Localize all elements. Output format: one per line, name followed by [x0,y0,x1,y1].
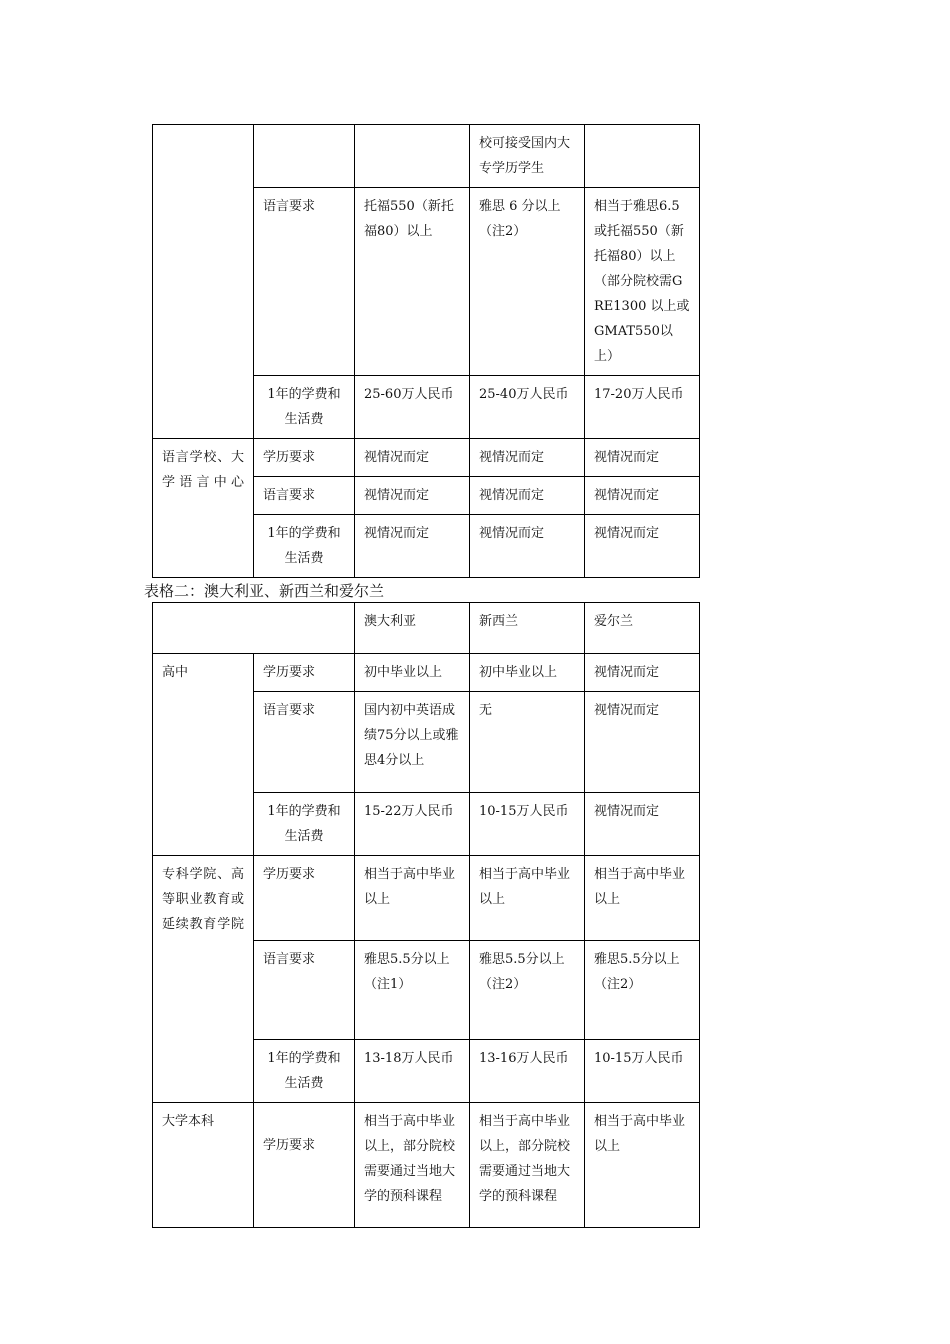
row-label: 1年的学费和生活费 [254,793,355,856]
column-header-ireland: 爱尔兰 [585,603,700,654]
table-cell: 10-15万人民币 [585,1040,700,1103]
table-cell: 相当于高中毕业以上 [585,1103,700,1228]
table-cell [585,125,700,188]
table-cell: 雅思5.5分以上（注2） [585,941,700,1040]
table-cell: 17-20万人民币 [585,376,700,439]
table-cell: 13-16万人民币 [470,1040,585,1103]
table-cell: 视情况而定 [470,477,585,515]
table-cell: 国内初中英语成绩75分以上或雅思4分以上 [355,692,470,793]
label-cell-empty [254,125,355,188]
table-cell: 视情况而定 [355,439,470,477]
row-label: 1年的学费和生活费 [254,1040,355,1103]
group-label: 高中 [153,654,254,856]
table-one-continuation [152,124,700,578]
table-cell: 相当于雅思6.5或托福550（新托福80）以上（部分院校需GRE1300 以上或GMAT550以上） [585,188,700,376]
group-cell-empty [153,125,254,439]
table-cell: 相当于高中毕业以上，部分院校需要通过当地大学的预科课程 [470,1103,585,1228]
row-label: 1年的学费和生活费 [254,376,355,439]
table-cell: 视情况而定 [585,692,700,793]
table-cell: 无 [470,692,585,793]
table-two [152,602,700,1228]
table-cell: 视情况而定 [585,654,700,692]
table-cell: 视情况而定 [470,515,585,578]
table-row [153,1103,700,1228]
table-cell: 雅思5.5分以上（注1） [355,941,470,1040]
column-header-new-zealand: 新西兰 [470,603,585,654]
row-label: 学历要求 [254,654,355,692]
table-cell: 初中毕业以上 [355,654,470,692]
group-label: 专科学院、高等职业教育或延续教育学院 [153,856,254,1103]
table-cell: 13-18万人民币 [355,1040,470,1103]
table-row [153,654,700,692]
table-cell: 10-15万人民币 [470,793,585,856]
row-label: 学历要求 [254,856,355,941]
table-cell: 15-22万人民币 [355,793,470,856]
row-label: 学历要求 [254,1103,355,1228]
table-cell: 视情况而定 [585,439,700,477]
table-cell: 25-60万人民币 [355,376,470,439]
table-cell: 视情况而定 [585,515,700,578]
table-cell: 相当于高中毕业以上 [585,856,700,941]
table-cell: 初中毕业以上 [470,654,585,692]
row-label: 1年的学费和生活费 [254,515,355,578]
group-label: 语言学校、大学语言中心 [153,439,254,578]
row-label: 学历要求 [254,439,355,477]
table-cell: 相当于高中毕业以上 [355,856,470,941]
table-cell: 视情况而定 [470,439,585,477]
table-row [153,439,700,477]
header-empty-cell [153,603,355,654]
table-cell: 视情况而定 [355,515,470,578]
table-cell: 视情况而定 [585,477,700,515]
table-cell [355,125,470,188]
table-cell: 托福550（新托福80）以上 [355,188,470,376]
table-two-caption: 表格二：澳大利亚、新西兰和爱尔兰 [144,582,385,600]
row-label: 语言要求 [254,692,355,793]
header-row [153,603,700,654]
table-cell: 校可接受国内大专学历学生 [470,125,585,188]
table-row [153,125,700,188]
column-header-australia: 澳大利亚 [355,603,470,654]
table-cell: 雅思 6 分以上（注2） [470,188,585,376]
table-cell: 视情况而定 [585,793,700,856]
table-cell: 25-40万人民币 [470,376,585,439]
table-cell: 雅思5.5分以上（注2） [470,941,585,1040]
group-label: 大学本科 [153,1103,254,1228]
row-label: 语言要求 [254,941,355,1040]
table-row [153,856,700,941]
table-cell: 相当于高中毕业以上，部分院校需要通过当地大学的预科课程 [355,1103,470,1228]
row-label: 语言要求 [254,477,355,515]
table-cell: 相当于高中毕业以上 [470,856,585,941]
table-cell: 视情况而定 [355,477,470,515]
row-label: 语言要求 [254,188,355,376]
